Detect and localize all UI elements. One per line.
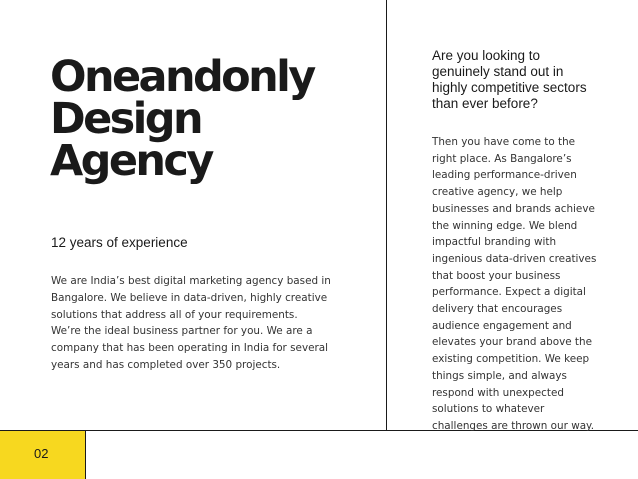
body-line: businesses and brands achieve xyxy=(432,202,595,215)
body-line: right place. As Bangalore’s xyxy=(432,152,572,165)
body-line: existing competition. We keep xyxy=(432,353,590,366)
body-line: delivery that encourages xyxy=(432,303,563,316)
question-line: genuinely stand out in xyxy=(432,64,564,79)
body-line: Then you have come to the xyxy=(432,136,576,148)
question-line: highly competitive sectors xyxy=(432,80,587,95)
question-line: than ever before? xyxy=(432,96,538,111)
body-line: solutions to whatever xyxy=(432,403,545,416)
intro-line: We are India’s best digital marketing agency based in xyxy=(51,275,331,287)
intro-line: solutions that address all of your requirements. xyxy=(51,308,298,321)
intro-line: years and has completed over 350 projects. xyxy=(51,358,281,371)
body-line: leading performance-driven xyxy=(432,169,577,182)
body-line: audience engagement and xyxy=(432,319,572,332)
title-line: Oneandonly xyxy=(50,52,314,102)
intro-paragraph xyxy=(51,273,381,374)
body-line: challenges are thrown our way. xyxy=(432,419,595,432)
intro-line: Bangalore. We believe in data-driven, highly creative xyxy=(51,291,328,304)
agency-title xyxy=(50,52,314,186)
experience-subtitle: 12 years of experience xyxy=(51,235,188,250)
body-line: elevates your brand above the xyxy=(432,336,592,349)
body-paragraph xyxy=(432,134,596,435)
title-line: Agency xyxy=(50,136,212,186)
body-line: respond with unexpected xyxy=(432,386,564,399)
intro-line: company that has been operating in India for several xyxy=(51,342,329,355)
body-line: that boost your business xyxy=(432,269,561,282)
body-line: things simple, and always xyxy=(432,369,567,382)
vertical-divider xyxy=(386,0,387,431)
body-line: impactful branding with xyxy=(432,236,557,249)
title-line: Design xyxy=(50,94,201,144)
body-line: ingenious data-driven creatives xyxy=(432,252,597,265)
body-line: performance. Expect a digital xyxy=(432,286,586,299)
body-line: creative agency, we help xyxy=(432,186,563,199)
question-line: Are you looking to xyxy=(432,48,541,63)
body-line: the winning edge. We blend xyxy=(432,219,578,232)
page-number: 02 xyxy=(34,446,49,461)
page-number-box xyxy=(0,431,86,479)
question-heading xyxy=(432,48,587,112)
intro-line: We’re the ideal business partner for you. We are a xyxy=(51,325,313,338)
